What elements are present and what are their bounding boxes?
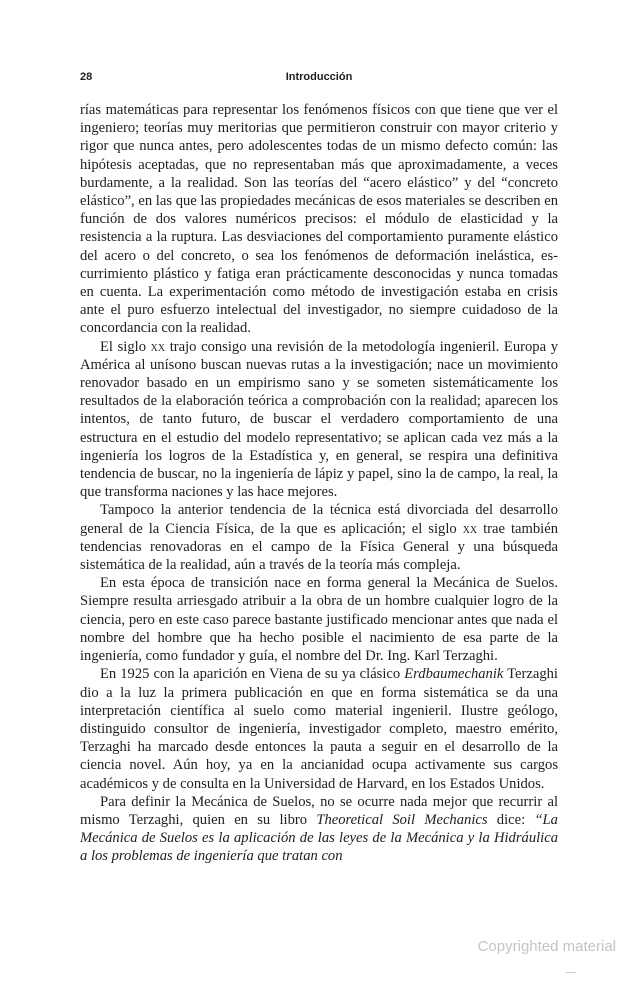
paragraph [80, 338, 558, 502]
paragraph [80, 665, 558, 792]
body-text [80, 101, 558, 866]
page-number: 28 [80, 71, 93, 83]
text-run: trae también tendencias renovadoras en el campo de la Física General y una búsqueda sistemática de la realidad, aún a través de la teoría más compleja. [80, 520, 558, 574]
text-run-italic: Theoretical Soil Mechanics [316, 811, 488, 828]
text-run: Tampoco la anterior tendencia de la técnica está divorciada del desarrollo general de la Ciencia Física, de la que es aplicación; el siglo [80, 502, 558, 537]
text-run: trajo consigo una revisión de la metodología ingenieril. Europa y América al unísono buscan nuevas rutas a la investigación; nace un movimiento renovador basado en un empirismo sano y se someten sistemáticamente los resultados de la elaboración teórica a comprobación con la realidad; aparecen los intentos, de tanto futuro, de buscar el verdadero comportamiento de una estructura en el estudio del modelo representativo; se aplican cada vez más a la ingeniería los logros de la Estadística y, en general, se respira una definitiva tendencia de buscar, no la ingeniería de lápiz y papel, sino la de campo, la real, la que transforma naciones y las hace mejores. [80, 338, 558, 501]
paragraph [80, 574, 558, 665]
text-run: Terzaghi dio a la luz la primera publicación en que en forma sistemática se da una interpretación científica al suelo como material ingenieril. Ilustre geólogo, distinguido consultor de ingeniería, investigador completo, maestro emérito, Terzaghi ha marcado desde entonces la pauta a seguir en el desarrollo de la ciencia novel. Aún hoy, ya en la ancianidad ocupa activamente sus cargos académicos y de consulta en la Universidad de Harvard, en los Estados Unidos. [80, 666, 558, 792]
paragraph [80, 793, 558, 866]
text-run: Para definir la Mecánica de Suelos, no se ocurre nada mejor que recurrir al mismo Terzaghi, quien en su libro [80, 793, 558, 828]
copyright-watermark: Copyrighted material [477, 938, 616, 955]
text-run-smallcaps: xx [150, 338, 166, 355]
text-run: dice: [487, 811, 535, 828]
divider [566, 972, 576, 973]
paragraph [80, 501, 558, 574]
text-run-italic: Erdbaumechanik [404, 666, 504, 683]
running-title: Introducción [285, 71, 353, 83]
text-run: En esta época de transición nace en forma general la Mecánica de Suelos. Siempre resulta arriesgado atribuir a la obra de un hombre cualquier logro de la ciencia, pero en este caso parece bastante justificado mencionar antes que nada el nombre del hombre que ha hecho posible el nacimiento de esa parte de la ingeniería, como fundador y guía, el nombre del Dr. Ing. Karl Terzaghi. [80, 575, 558, 665]
text-run-italic: “La Mecánica de Suelos es la aplicación de las leyes de la Mecánica y la Hidráulica a los problemas de ingeniería que tratan con [80, 811, 558, 865]
text-run: En 1925 con la aparición en Viena de su ya clásico [100, 666, 405, 683]
paragraph [80, 101, 558, 338]
text-run: El siglo [100, 338, 151, 355]
text-run-smallcaps: xx [462, 520, 478, 537]
text-run: rías matemáticas para representar los fenómenos físicos con que tiene que ver el ingeniero; teorías muy meritorias que permitieron construir con mayor criterio y rigor que nunca antes, pero adolescentes todas de un mismo defecto común: las hipótesis aceptadas, que no representaban más que aproximadamente, a veces burdamente, a la realidad. Son las teorías del “acero elástico” y del “concreto elástico”, en las que las propiedades mecánicas de esos materiales se describen en función de dos valores numéricos precisos: el módulo de elasticidad y la resistencia a la ruptura. Las desviaciones del comportamiento puramente elástico del acero o del concreto, o sea los fenómenos de deformación inelástica, escurrimiento plástico y fatiga eran prácticamente desconocidas y nunca tomadas en cuenta. La experimentación como método de investigación estaba en crisis ante el puro esfuerzo intelectual del investigador, no siempre cuidadoso de la concordancia con la realidad. [80, 102, 558, 337]
